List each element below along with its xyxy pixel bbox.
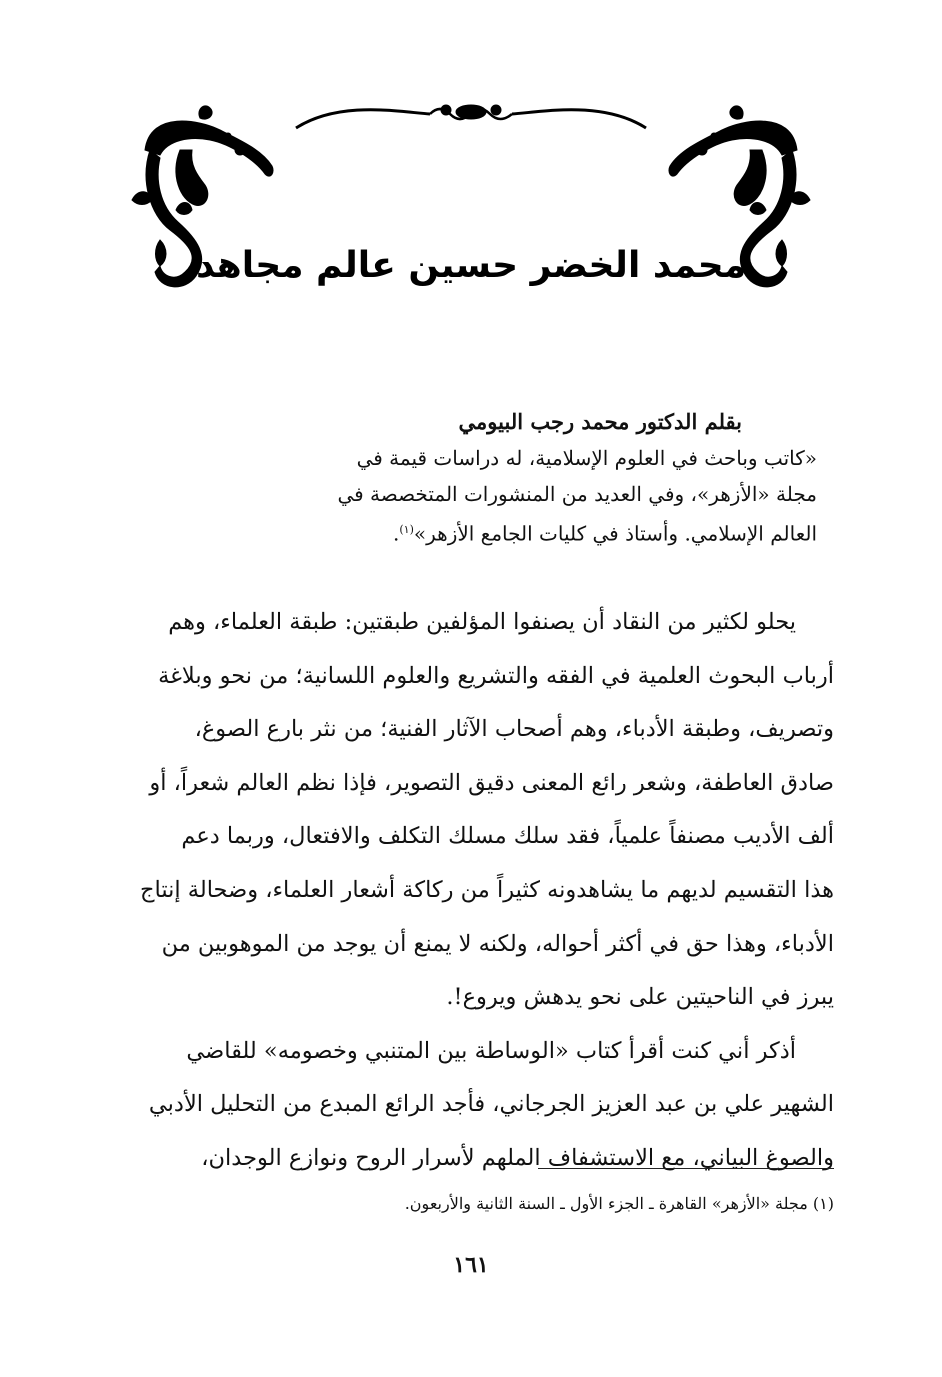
bio-line-end: . — [393, 521, 400, 546]
body-line: الأدباء، وهذا حق في أكثر أحواله، ولكنه لا يمنع أن يوجد من الموهوبين من — [161, 930, 834, 957]
body-line: أذكر أني كنت أقرأ كتاب «الوساطة بين المتنبي وخصومه» للقاضي — [186, 1037, 796, 1064]
author-byline: بقلم الدكتور محمد رجب البيومي — [458, 409, 742, 434]
body-line: صادق العاطفة، وشعر رائع المعنى دقيق التصوير، فإذا نظم العالم شعراً، أو — [149, 769, 834, 796]
top-flourish-icon — [296, 106, 646, 128]
footnote-marker: (١) — [399, 523, 414, 536]
body-line: أرباب البحوث العلمية في الفقه والتشريع والعلوم اللسانية؛ من نحو وبلاغة — [158, 662, 834, 689]
body-line: يبرز في الناحيتين على نحو يدهش ويروع!. — [446, 984, 834, 1011]
body-line: هذا التقسيم لديهم ما يشاهدونه كثيراً من ركاكة أشعار العلماء، وضحالة إنتاج — [139, 876, 834, 903]
page-number: ١٦١ — [453, 1252, 489, 1278]
body-line: وتصريف، وطبقة الأدباء، وهم أصحاب الآثار الفنية؛ من نثر بارع الصوغ، — [194, 716, 834, 743]
bio-line: مجلة «الأزهر»، وفي العديد من المنشورات المتخصصة في — [337, 482, 817, 506]
body-line: والصوغ البياني، مع الاستشفاف الملهم لأسرار الروح ونوازع الوجدان، — [201, 1144, 834, 1171]
body-line: ألف الأديب مصنفاً علمياً، فقد سلك مسلك التكلف والافتعال، وربما دعم — [181, 823, 834, 850]
bio-line — [111, 512, 817, 552]
body-line: يحلو لكثير من النقاد أن يصنفوا المؤلفين طبقتين: طبقة العلماء، وهم — [168, 609, 796, 635]
page-title: محمد الخضر حسين عالم مجاهد — [195, 245, 746, 286]
footnote-divider — [538, 1168, 834, 1169]
footnote: (١) مجلة «الأزهر» القاهرة ـ الجزء الأول ـ السنة الثانية والأربعون. — [404, 1194, 834, 1213]
article-body — [112, 596, 834, 1186]
author-bio — [111, 440, 817, 552]
bio-line: «كاتب وباحث في العلوم الإسلامية، له دراسات قيمة في — [356, 446, 817, 470]
bio-line-text: العالم الإسلامي. وأستاذ في كليات الجامع الأزهر» — [413, 521, 817, 546]
body-line: الشهير علي بن عبد العزيز الجرجاني، فأجد الرائع المبدع من التحليل الأدبي — [148, 1091, 834, 1118]
